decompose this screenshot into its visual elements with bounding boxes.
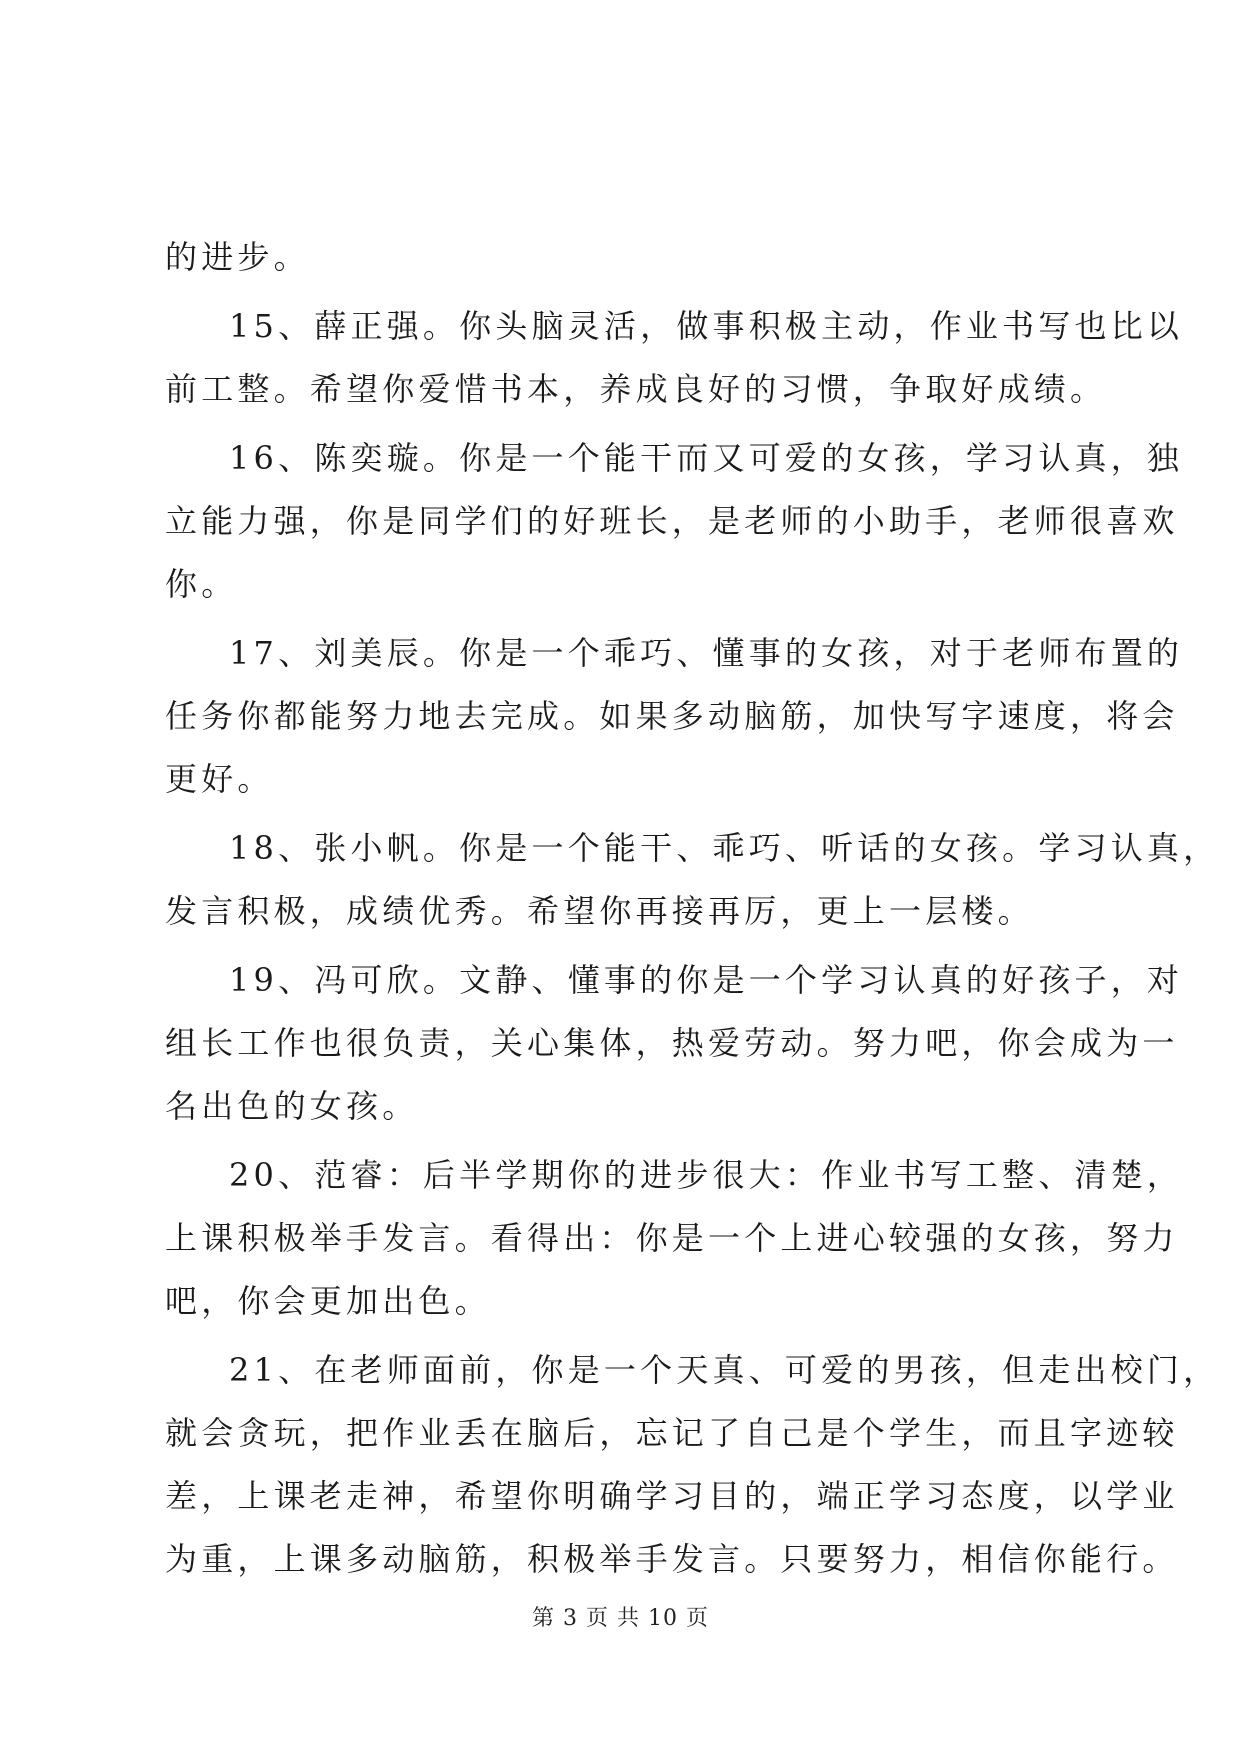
text-line: 前工整。希望你爱惜书本，养成良好的习惯，争取好成绩。 xyxy=(165,370,1107,408)
text-line: 组长工作也很负责，关心集体，热爱劳动。努力吧，你会成为一 xyxy=(165,1024,1179,1062)
text-line: 吧，你会更加出色。 xyxy=(165,1282,491,1320)
text-line: 你。 xyxy=(165,565,238,603)
text-line: 发言积极，成绩优秀。希望你再接再厉，更上一层楼。 xyxy=(165,892,1034,930)
document-body xyxy=(165,226,1220,1597)
paragraph-16 xyxy=(165,427,1184,616)
paragraph-17 xyxy=(165,622,1184,811)
text-line: 19、冯可欣。文静、懂事的你是一个学习认真的好孩子，对 xyxy=(229,961,1184,999)
text-line: 上课积极举手发言。看得出：你是一个上进心较强的女孩，努力 xyxy=(165,1219,1179,1257)
text-line: 18、张小帆。你是一个能干、乖巧、听话的女孩。学习认真， xyxy=(229,829,1220,867)
paragraph-21 xyxy=(165,1339,1220,1591)
text-line: 16、陈奕璇。你是一个能干而又可爱的女孩，学习认真，独 xyxy=(229,439,1184,477)
paragraph-20 xyxy=(165,1144,1184,1333)
text-line: 17、刘美辰。你是一个乖巧、懂事的女孩，对于老师布置的 xyxy=(229,634,1184,672)
page-number-footer: 第 3 页 共 10 页 xyxy=(532,1606,709,1631)
text-line: 立能力强，你是同学们的好班长，是老师的小助手，老师很喜欢 xyxy=(165,502,1179,540)
text-line: 20、范睿：后半学期你的进步很大：作业书写工整、清楚， xyxy=(229,1156,1184,1194)
paragraph-15 xyxy=(165,295,1184,421)
text-line: 15、薛正强。你头脑灵活，做事积极主动，作业书写也比以 xyxy=(229,307,1184,345)
paragraph-19 xyxy=(165,949,1184,1138)
text-line: 就会贪玩，把作业丢在脑后，忘记了自己是个学生，而且字迹较 xyxy=(165,1414,1179,1452)
paragraph-18 xyxy=(165,817,1220,943)
text-line: 的进步。 xyxy=(165,238,310,276)
paragraph-continuation xyxy=(165,226,1087,289)
text-line: 名出色的女孩。 xyxy=(165,1087,419,1125)
text-line: 更好。 xyxy=(165,760,274,798)
text-line: 21、在老师面前，你是一个天真、可爱的男孩，但走出校门， xyxy=(229,1351,1220,1389)
text-line: 为重，上课多动脑筋，积极举手发言。只要努力，相信你能行。 xyxy=(165,1540,1179,1578)
text-line: 差，上课老走神，希望你明确学习目的，端正学习态度，以学业 xyxy=(165,1477,1179,1515)
text-line: 任务你都能努力地去完成。如果多动脑筋，加快写字速度，将会 xyxy=(165,697,1179,735)
